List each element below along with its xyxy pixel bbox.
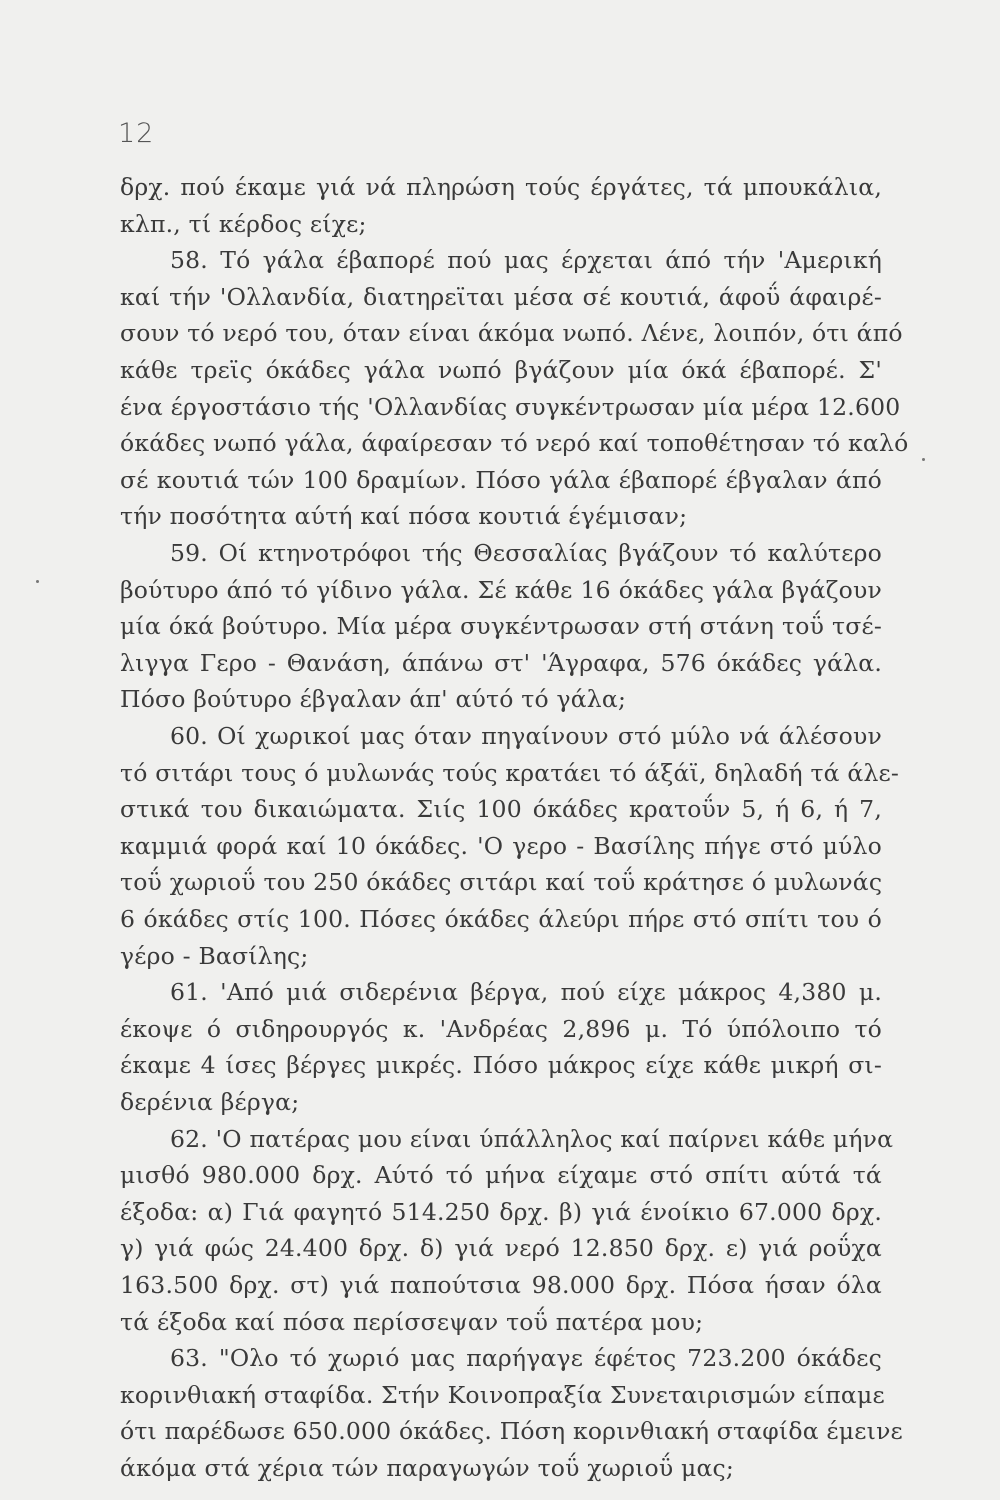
text-line: κορινθιακή σταφίδα. Στήν Κοινοπραξία Συνεταιρισμών είπαμε [120, 1380, 885, 1409]
text-line: καί τήν 'Ολλανδία, διατηρεϊται μέσα σέ κουτιά, άφοΰ άφαιρέ- [120, 282, 882, 311]
text-line: 61. 'Από μιά σιδερένια βέργα, πού είχε μάκρος 4,380 μ. [170, 978, 882, 1007]
text-line: 60. Οί χωρικοί μας όταν πηγαίνουν στό μύλο νά άλέσουν [170, 722, 882, 750]
text-line: κάθε τρεϊς όκάδες γάλα νωπό βγάζουν μία όκά έβαπορέ. Σ' [120, 356, 882, 384]
text-line: ότι παρέδωσε 650.000 όκάδες. Πόση κορινθιακή σταφίδα έμεινε [120, 1417, 903, 1446]
text-line: 59. Οί κτηνοτρόφοι τής Θεσσαλίας βγάζουν τό καλύτερο [170, 539, 882, 567]
text-line: τά έξοδα καί πόσα περίσσεψαν τοΰ πατέρα μου; [120, 1307, 704, 1336]
text-line: σέ κουτιά τών 100 δραμίων. Πόσο γάλα έβαπορέ έβγαλαν άπό [120, 465, 882, 494]
text-line: γέρο - Βασίλης; [120, 941, 309, 970]
text-line: σουν τό νερό του, όταν είναι άκόμα νωπό. Λένε, λοιπόν, ότι άπό [120, 319, 903, 348]
text-line: δρχ. πού έκαμε γιά νά πληρώση τούς έργάτες, τά μπουκάλια, [120, 173, 882, 201]
text-line: 62. 'Ο πατέρας μου είναι ύπάλληλος καί παίρνει κάθε μήνα [170, 1124, 894, 1153]
text-line: 58. Τό γάλα έβαπορέ πού μας έρχεται άπό τήν 'Αμερική [170, 246, 882, 275]
text-line: μία όκά βούτυρο. Μία μέρα συγκέντρωσαν στή στάνη τοΰ τσέ- [120, 612, 882, 641]
text-line: Πόσο βούτυρο έβγαλαν άπ' αύτό τό γάλα; [120, 685, 627, 714]
text-line: δερένια βέργα; [120, 1088, 300, 1116]
text-line: τοΰ χωριοΰ του 250 όκάδες σιτάρι καί τοΰ κράτησε ό μυλωνάς [120, 868, 883, 897]
text-line: 63. "Ολο τό χωριό μας παρήγαγε έφέτος 723.200 όκάδες [170, 1344, 882, 1373]
text-line: έκοψε ό σιδηρουργός κ. 'Ανδρέας 2,896 μ. Τό ύπόλοιπο τό [120, 1014, 882, 1043]
page-number: 12 [118, 118, 155, 149]
text-line: 6 όκάδες στίς 100. Πόσες όκάδες άλεύρι πήρε στό σπίτι του ό [120, 905, 882, 933]
text-line: τήν ποσότητα αύτή καί πόσα κουτιά έγέμισαν; [120, 502, 688, 531]
text-line: 163.500 δρχ. στ) γιά παπούτσια 98.000 δρχ. Πόσα ήσαν όλα [120, 1271, 882, 1299]
text-line: όκάδες νωπό γάλα, άφαίρεσαν τό νερό καί τοποθέτησαν τό καλό [120, 429, 909, 458]
text-line: έκαμε 4 ίσες βέργες μικρές. Πόσο μάκρος είχε κάθε μικρή σι- [120, 1051, 882, 1080]
text-line: ένα έργοστάσιο τής 'Ολλανδίας συγκέντρωσαν μία μέρα 12.600 [120, 392, 901, 421]
text-line: έξοδα: α) Γιά φαγητό 514.250 δρχ. β) γιά ένοίκιο 67.000 δρχ. [120, 1197, 882, 1226]
text-line: βούτυρο άπό τό γίδινο γάλα. Σέ κάθε 16 όκάδες γάλα βγάζουν [120, 575, 882, 604]
text-line: τό σιτάρι τους ό μυλωνάς τούς κρατάει τό άξάϊ, δηλαδή τά άλε- [120, 758, 900, 787]
text-line: στικά του δικαιώματα. Σιίς 100 όκάδες κρατοΰν 5, ή 6, ή 7, [120, 795, 882, 824]
text-line: κλπ., τί κέρδος είχε; [120, 209, 367, 238]
text-line: λιγγα Γερο - Θανάση, άπάνω στ' 'Άγραφα, 576 όκάδες γάλα. [120, 648, 882, 677]
text-line: μισθό 980.000 δρχ. Αύτό τό μήνα είχαμε στό σπίτι αύτά τά [120, 1161, 882, 1190]
text-line: γ) γιά φώς 24.400 δρχ. δ) γιά νερό 12.850 δρχ. ε) γιά ροΰχα [120, 1234, 882, 1263]
text-line: άκόμα στά χέρια τών παραγωγών τοΰ χωριοΰ μας; [120, 1454, 735, 1482]
stray-mark [922, 458, 925, 461]
stray-mark [36, 580, 39, 583]
text-line: καμμιά φορά καί 10 όκάδες. 'Ο γερο - Βασίλης πήγε στό μύλο [120, 831, 882, 860]
